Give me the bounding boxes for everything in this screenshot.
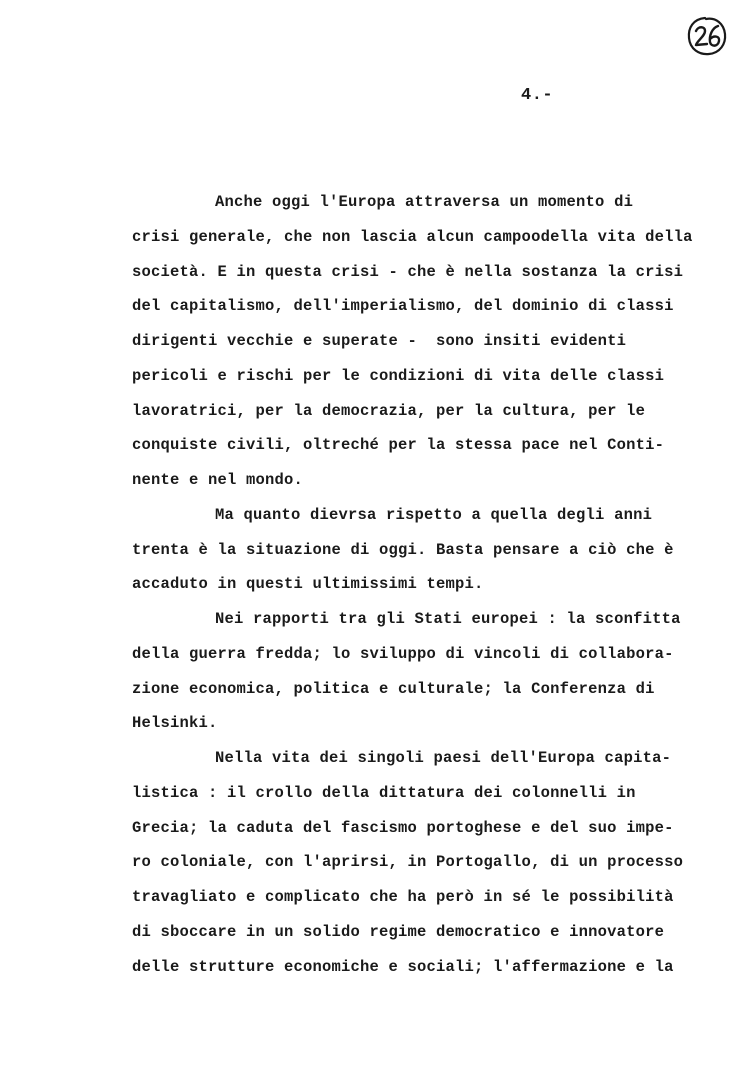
paragraph-first-line: Anche oggi l'Europa attraversa un momento di — [215, 193, 634, 211]
text-line: trenta è la situazione di oggi. Basta pensare a ciò che è — [132, 540, 674, 559]
text-line: ro coloniale, con l'aprirsi, in Portogallo, di un processo — [132, 853, 684, 872]
text-line: travagliato e complicato che ha però in sé le possibilità — [132, 888, 674, 906]
text-line: accaduto in questi ultimissimi tempi. — [132, 575, 484, 594]
paragraph-first-line: Ma quanto dievrsa rispetto a quella degli anni — [215, 505, 653, 524]
text-line: dirigenti vecchie e superate - sono insiti evidenti — [132, 332, 627, 350]
text-line: lavoratrici, per la democrazia, per la cultura, per le — [132, 401, 646, 420]
text-line: Helsinki. — [132, 714, 218, 733]
text-line: listica : il crollo della dittatura dei colonnelli in — [132, 783, 636, 802]
text-line: del capitalismo, dell'imperialismo, del dominio di classi — [132, 297, 674, 316]
text-line: della guerra fredda; lo sviluppo di vincoli di collabora- — [132, 644, 674, 663]
handwritten-circle-icon — [685, 14, 729, 58]
text-line: società. E in questa crisi - che è nella sostanza la crisi — [132, 262, 684, 281]
text-line: Grecia; la caduta del fascismo portoghese e del suo impe- — [132, 818, 674, 837]
text-line: zione economica, politica e culturale; la Conferenza di — [132, 679, 655, 698]
page-number: 4.- — [521, 86, 554, 105]
body-text — [132, 190, 732, 989]
text-line: di sboccare in un solido regime democratico e innovatore — [132, 922, 665, 941]
text-line: crisi generale, che non lascia alcun campoodella vita della — [132, 227, 693, 246]
text-line: pericoli e rischi per le condizioni di vita delle classi — [132, 366, 665, 385]
paragraph-first-line: Nella vita dei singoli paesi dell'Europa capita- — [215, 749, 672, 767]
text-line: nente e nel mondo. — [132, 471, 304, 489]
archive-number-stamp — [685, 14, 729, 58]
paragraph-first-line: Nei rapporti tra gli Stati europei : la sconfitta — [215, 610, 681, 628]
text-line: conquiste civili, oltreché per la stessa pace nel Conti- — [132, 436, 665, 455]
text-line: delle strutture economiche e sociali; l'affermazione e la — [132, 957, 674, 976]
